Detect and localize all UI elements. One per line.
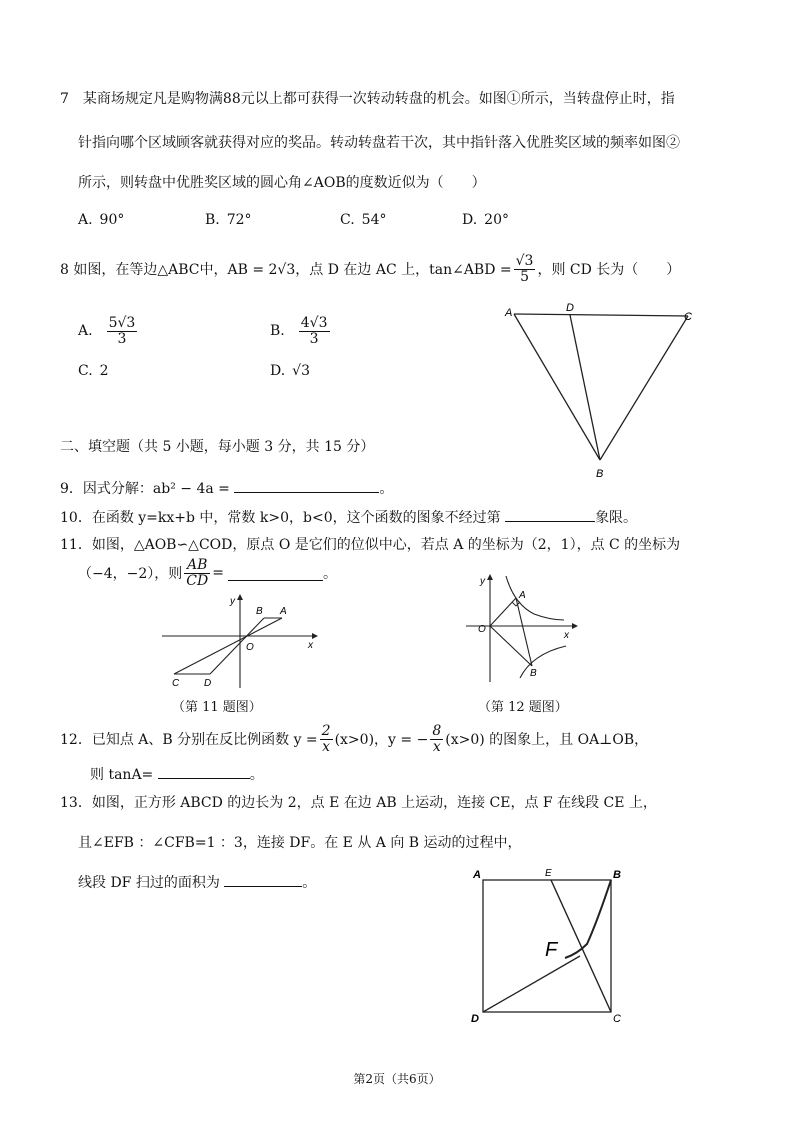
q8-tan-num: √3 <box>515 252 534 269</box>
q7-choice-a: A. 90° <box>78 212 125 228</box>
q12-f2-num: 8 <box>432 722 442 739</box>
q12-label-b: B <box>530 668 537 679</box>
q11-label-a: A <box>280 606 287 617</box>
q7-line3: 所示，则转盘中优胜奖区域的圆心角∠AOB的度数近似为（ ） <box>78 175 486 191</box>
q8-stem-a: 8 如图，在等边△ABC中，AB = 2√3，点 D 在边 AC 上，tan∠ABD = <box>60 262 512 278</box>
q13-label-d: D <box>471 1013 479 1025</box>
q12-line2-text: 则 tanA= <box>90 767 154 783</box>
q12-label-o: O <box>478 624 486 635</box>
q11-label-c: C <box>172 678 180 689</box>
q11-frac-den: CD <box>186 572 209 589</box>
q8-stem <box>60 252 680 286</box>
q12-line1-post: (x>0) 的图象上，且 OA⊥OB， <box>445 732 649 748</box>
q10-text: 10．在函数 y=kx+b 中，常数 k>0，b<0，这个函数的图象不经过第 <box>60 510 501 526</box>
q12-figure <box>462 570 582 690</box>
q11-tail: 。 <box>322 566 337 582</box>
q8-choice-a-num: 5√3 <box>108 314 136 331</box>
q10-answer-blank[interactable] <box>505 507 595 522</box>
q12-label-x: x <box>564 630 569 641</box>
q12-fraction-1 <box>320 724 333 754</box>
q9-tail: 。 <box>379 481 394 497</box>
q8-choice-c: C. 2 <box>78 363 109 379</box>
q7-choice-d: D. 20° <box>462 212 509 228</box>
q12-fraction-2 <box>430 724 443 754</box>
q11-line2 <box>78 556 337 590</box>
q10 <box>60 507 637 527</box>
q11-fraction <box>184 558 210 588</box>
q10-tail: 象限。 <box>595 510 638 526</box>
q11-caption: （第 11 题图） <box>172 700 262 715</box>
q8-choice-a-den: 3 <box>117 330 127 347</box>
q12-tail: 。 <box>249 767 264 783</box>
q13-line3 <box>78 872 316 892</box>
q9-text: 9．因式分解：ab² − 4a = <box>60 481 230 497</box>
q13-label-b: B <box>613 869 621 881</box>
q7-choice-c: C. 54° <box>340 212 387 228</box>
q12-label-a: A <box>519 590 526 601</box>
q8-choice-b-den: 3 <box>309 330 319 347</box>
q12-mid: (x>0)，y = − <box>334 732 429 748</box>
q11-frac-num: AB <box>184 558 210 574</box>
q12-answer-blank[interactable] <box>158 764 250 779</box>
q7-choice-b: B. 72° <box>205 212 252 228</box>
q8-label-b: B <box>596 468 604 480</box>
q13-label-f: F <box>545 939 558 961</box>
q11-line2-pre: （−4，−2），则 <box>78 566 183 582</box>
q9-answer-blank[interactable] <box>234 478 379 493</box>
q11-line1: 11．如图，△AOB∽△COD，原点 O 是它们的位似中心，若点 A 的坐标为（2，1），点 C 的坐标为 <box>60 537 681 553</box>
q8-tan-den: 5 <box>520 268 530 285</box>
q11-label-o: O <box>246 642 254 653</box>
q8-tan-fraction <box>514 254 536 284</box>
q13-line3-text: 线段 DF 扫过的面积为 <box>78 875 220 891</box>
q8-label-c: C <box>684 311 692 323</box>
q11-label-d: D <box>204 678 212 689</box>
q13-tail: 。 <box>302 875 317 891</box>
q13-square-figure <box>465 862 635 1027</box>
q12-caption: （第 12 题图） <box>478 700 568 715</box>
q13-answer-blank[interactable] <box>224 872 302 887</box>
q11-answer-blank[interactable] <box>228 566 323 581</box>
q8-label-a: A <box>505 307 513 319</box>
q7-line1: 7 某商场规定凡是购物满88元以上都可获得一次转动转盘的机会。如图①所示，当转盘停止时，指 <box>60 91 675 107</box>
q8-choice-b-label: B. <box>270 323 285 339</box>
q8-choice-b <box>270 314 332 348</box>
q13-line2: 且∠EFB ：∠CFB=1 ：3，连接 DF。在 E 从 A 向 B 运动的过程中， <box>78 835 522 851</box>
q13-label-c: C <box>613 1013 621 1025</box>
q12-f2-den: x <box>432 738 441 755</box>
q12-label-y: y <box>480 576 485 587</box>
q13-label-a: A <box>473 869 481 881</box>
q11-label-b: B <box>256 606 263 617</box>
q8-choice-a <box>78 314 139 348</box>
q12-line2 <box>90 764 264 784</box>
q8-choice-b-num: 4√3 <box>300 314 328 331</box>
q7-line2: 针指向哪个区域顾客就获得对应的奖品。转动转盘若干次，其中指针落入优胜奖区域的频率如图② <box>78 135 680 151</box>
q11-line2-post: = <box>212 565 224 581</box>
q11-label-x: x <box>308 640 313 651</box>
section2-title: 二、填空题（共 5 小题，每小题 3 分，共 15 分） <box>60 439 375 455</box>
q8-choice-a-label: A. <box>78 323 93 339</box>
q11-label-y: y <box>230 596 235 607</box>
q9 <box>60 478 393 498</box>
q8-stem-b: ，则 CD 长为（ ） <box>537 262 681 278</box>
q12-f1-num: 2 <box>321 722 331 739</box>
q8-choice-a-fraction <box>107 316 138 346</box>
q13-line1: 13．如图，正方形 ABCD 的边长为 2，点 E 在边 AB 上运动，连接 CE，点 F 在线段 CE 上， <box>60 795 657 811</box>
q12-f1-den: x <box>322 738 331 755</box>
q13-label-e: E <box>545 868 552 879</box>
q12-line1-pre: 12．已知点 A、B 分别在反比例函数 y = <box>60 732 318 748</box>
q12-line1 <box>60 720 648 758</box>
q11-figure <box>160 592 320 692</box>
page-footer: 第2页（共6页） <box>353 1072 441 1086</box>
q8-triangle-figure <box>500 300 710 485</box>
q8-choice-b-fraction <box>299 316 330 346</box>
q8-label-d: D <box>566 302 574 314</box>
q8-choice-d: D. √3 <box>270 363 311 379</box>
